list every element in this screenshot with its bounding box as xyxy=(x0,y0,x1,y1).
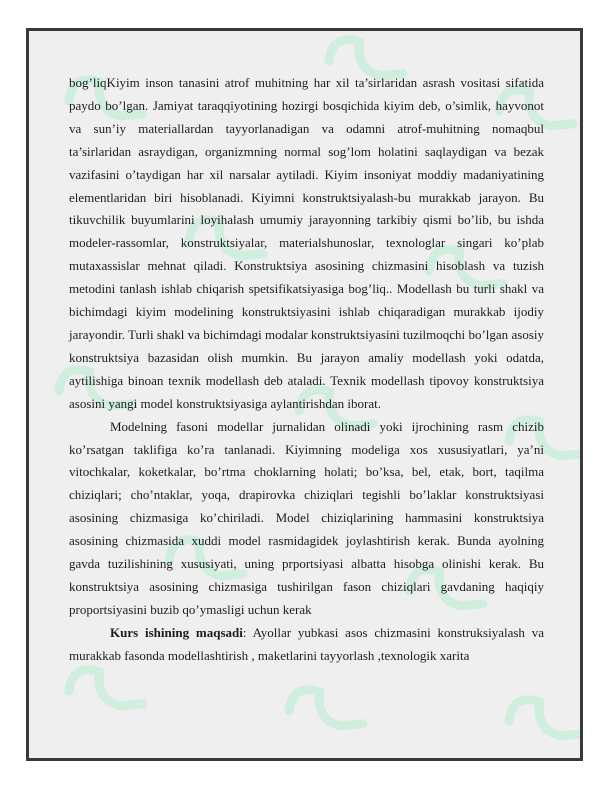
watermark-glyph xyxy=(503,682,580,758)
watermark-glyph xyxy=(283,672,363,753)
course-goal-text: : Ayollar yubkasi asos chizmasini konstruksiyalash va murakkab fasonda modellashtirish , maketlarini tayyorlash ,texnologik xarita xyxy=(69,624,544,663)
course-goal-label: Kurs ishining maqsadi xyxy=(110,624,243,640)
document-body xyxy=(69,72,544,668)
paragraph-model-style: Modelning fasoni modellar jurnalidan olinadi yoki ijrochining rasm chizib ko’rsatgan taklifiga ko’ra tanlanadi. Kiyimning modeliga xos xususiyatlari, ya’ni vitochkalar, koketkalar, bo’rtma choklarning holati; bo’ksa, bel, etak, bort, taqilma chiziqlari; cho’ntaklar, yoqa, drapirovka chiziqlari tegishli bo’laklar konstruktsiyasi asosining chizmasiga ko’chiriladi. Model chiziqlarining hammasini konstruktsiya asosining chizmasida xuddi model rasmidagidek joylashtirish kerak. Bunda ayolning gavda tuzilishining xususiyati, uning prportsiyasi albatta hisobga olinishi kerak. Bu konstruktsiya asosining chizmasiga tushirilgan fason chiziqlari gavdaning haqiqiy proportsiyasini buzib qo’ymasligi uchun kerak xyxy=(69,418,544,617)
paragraph-intro: bog’liqKiyim inson tanasini atrof muhitning har xil ta’sirlaridan asrash vositasi sifatida paydo bo’lgan. Jamiyat taraqqiyotining hozirgi bosqichida kiyim deb, o’simlik, hayvonot va sun’iy materiallardan tayyorlanadigan va odamni atrof-muhitning nomaqbul ta’sirlaridan asraydigan, organizmning normal sog’lom holatini saqlaydigan va bezak vazifasini o’taydigan har xil narsalar aytiladi. Kiyim insoniyat moddiy madaniyatining elementlaridan biri hisoblanadi. Kiyimni konstruktsiyalash-bu murakkab jarayon. Bu tikuvchilik buyumlarini loyihalash umumiy jarayonning tarkibiy qismi bo’lib, bu ishda modeler-rassomlar, konstruktsiyalar, materialshunoslar, texnologlar singari ko’plab mutaxassislar mehnat qiladi. Konstruktsiya asosining chizmasini hisoblash va tuzish metodini tanlash ishlab chiqarish spetsifikatsiyasiga bog’liq.. Modellash bu turli shakl va bichimdagi kiyim modelining konstruktsiyasini ishlab chiqaradigan murakkab ijodiy jarayondir. Turli shakl va bichimdagi modalar konstruktsiyasini tuzilmoqchi bo’lgan asosiy konstruktsiya bazasidan olish mumkin. Bu jarayon amaliy modellash yoki odatda, aytilishiga binoan texnik modellash deb ataladi. Texnik modellash tipovoy konstruktsiya asosini yangi model konstruktsiyasiga aylantirishdan iborat. xyxy=(69,75,544,411)
paragraph-course-goal xyxy=(69,622,544,668)
document-page xyxy=(26,28,583,761)
